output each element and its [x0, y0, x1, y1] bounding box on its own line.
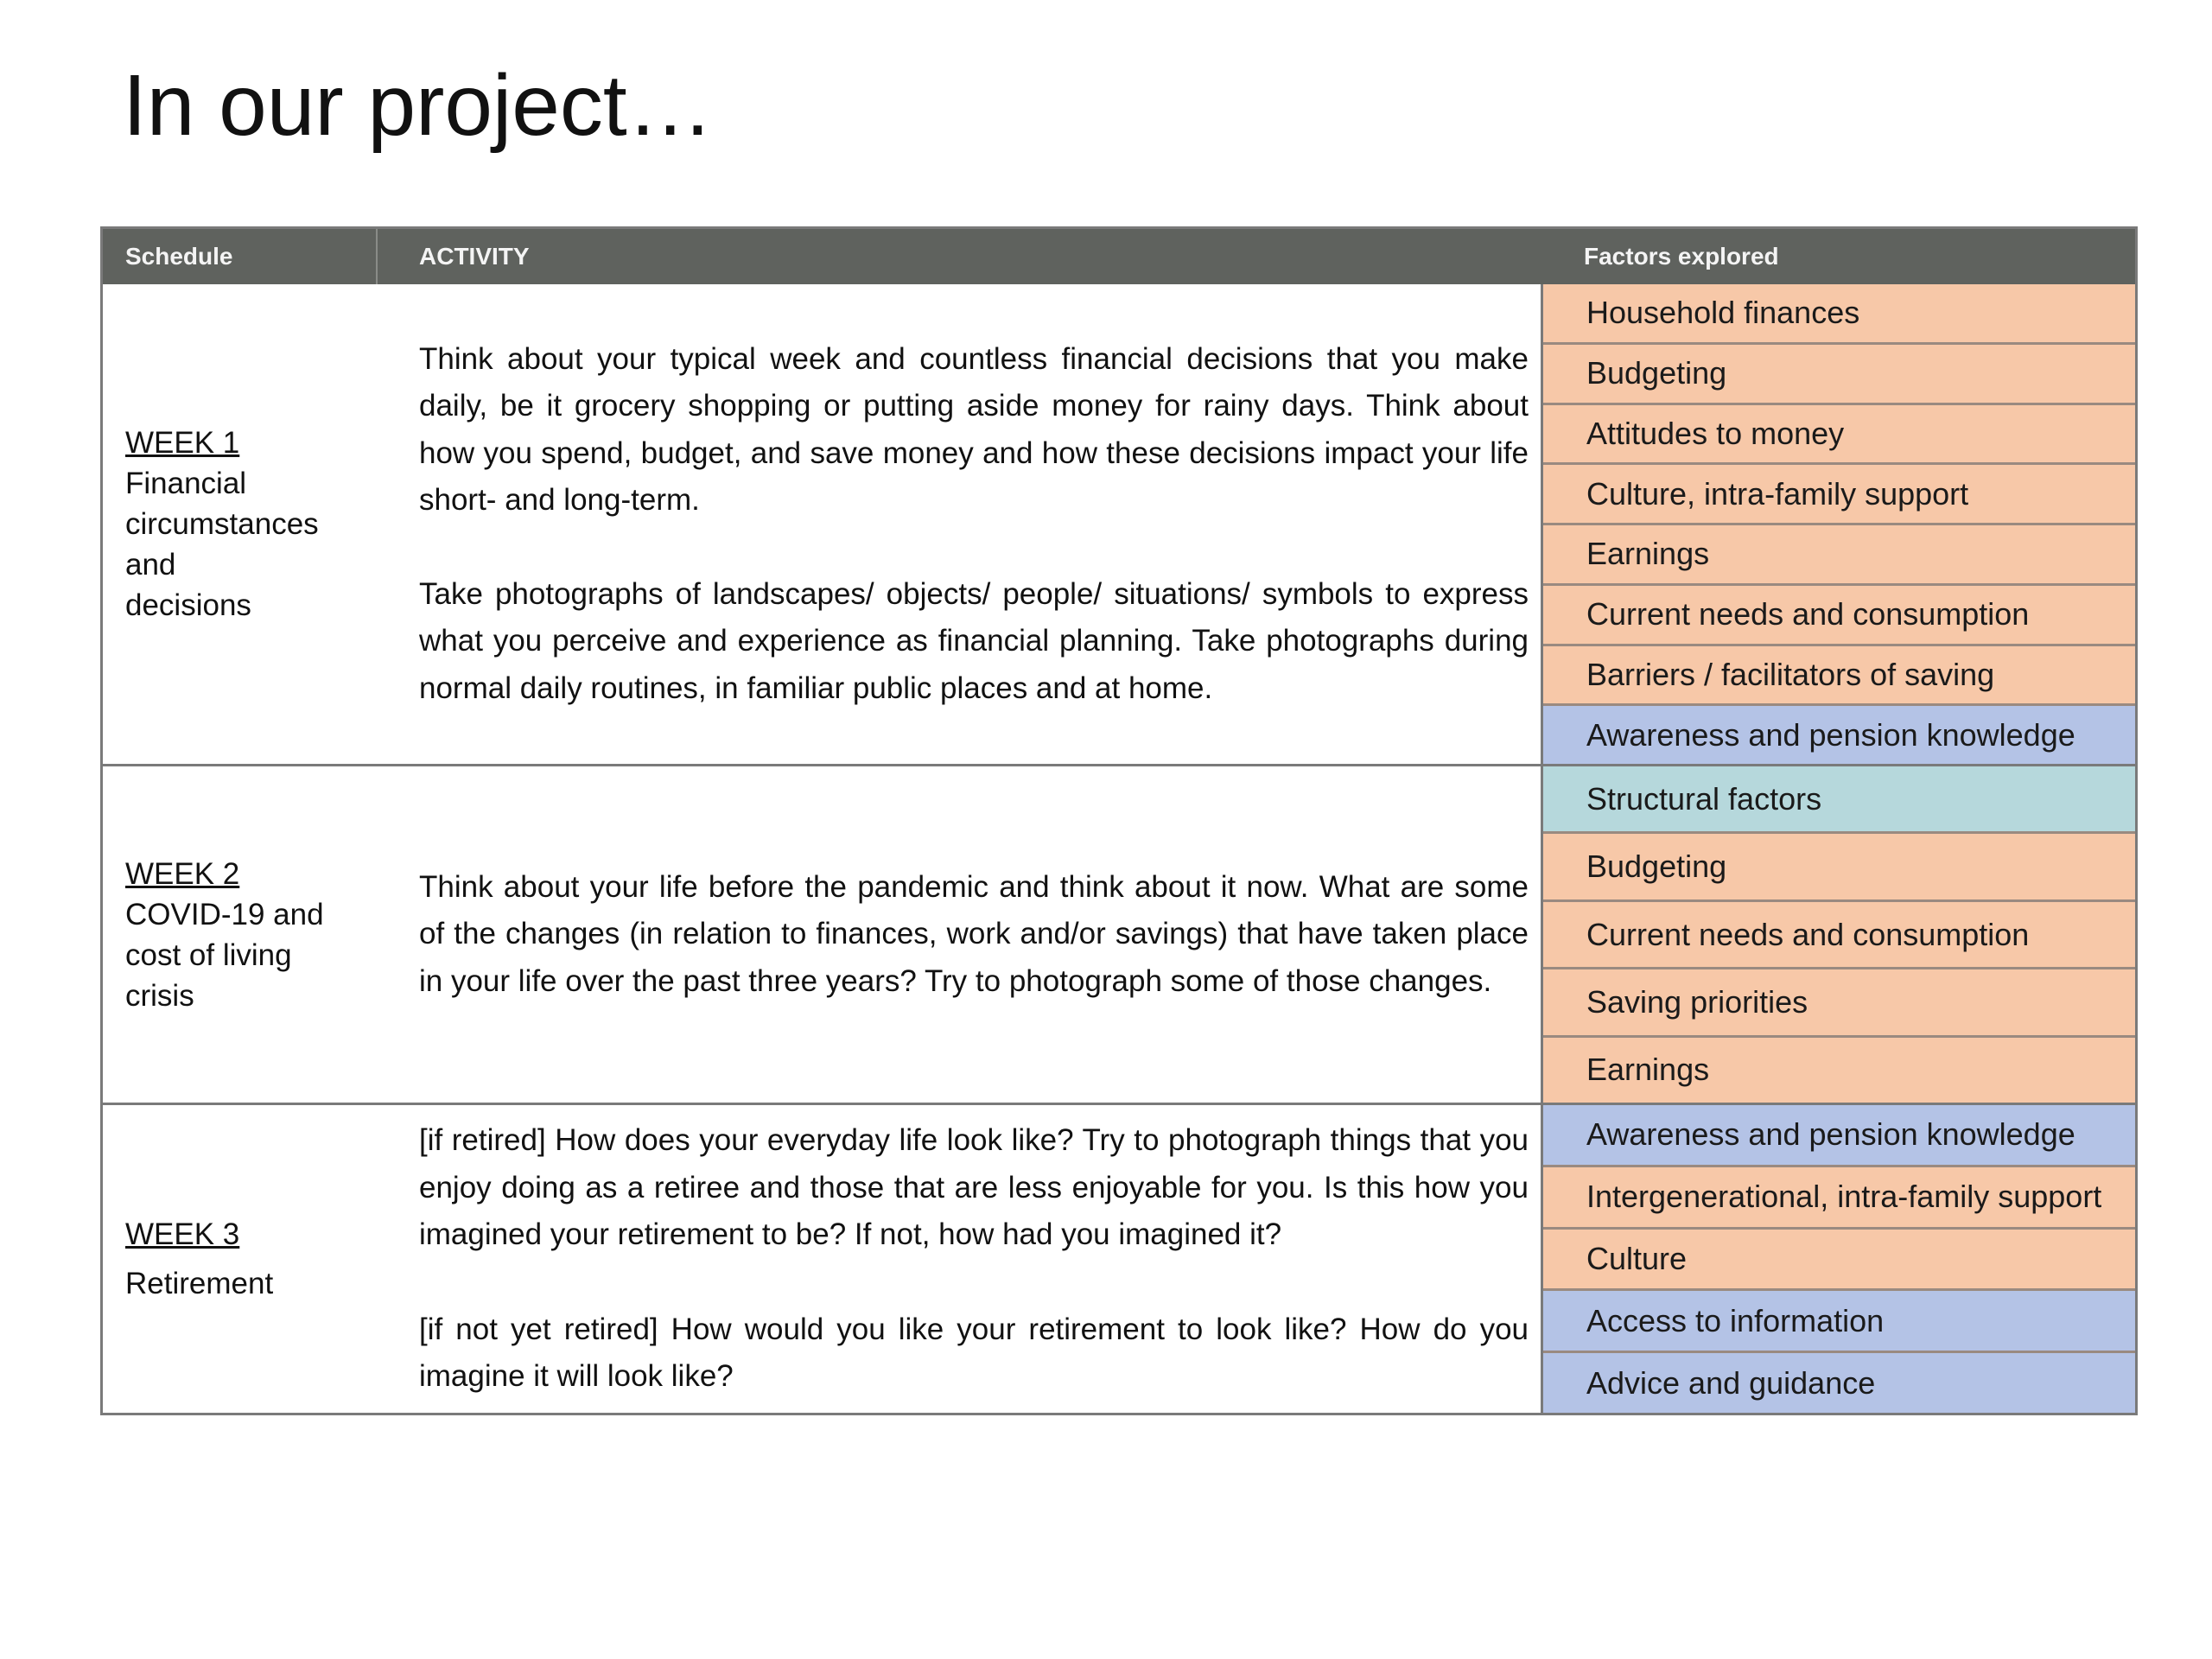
factor-item: Access to information — [1543, 1291, 2135, 1353]
schedule-table — [100, 226, 2138, 1415]
week-label: WEEK 3 — [125, 1217, 240, 1251]
factors-cell-week-2 — [1541, 764, 2135, 1103]
factor-item: Earnings — [1543, 1038, 2135, 1103]
activity-cell-week-3 — [378, 1103, 1541, 1413]
header-schedule: Schedule — [103, 229, 378, 284]
activity-cell-week-2 — [378, 764, 1541, 1103]
activity-paragraph: [if retired] How does your everyday life look like? Try to photograph things that you enjoy doing as a retiree and those that are less enjoyable for you. Is this how you imagined your retirement to be? If not, how had you imagined it? — [419, 1123, 1529, 1252]
activity-paragraph: Think about your life before the pandemic and think about it now. What are some of the changes (in relation to finances, work and/or savings) that have taken place in your life over the past three years? Try to photograph some of those changes. — [419, 869, 1529, 998]
factors-cell-week-1 — [1541, 284, 2135, 764]
factor-item: Structural factors — [1543, 766, 2135, 834]
factor-item: Intergenerational, intra-family support — [1543, 1167, 2135, 1230]
schedule-title: COVID-19 and cost of living crisis — [125, 897, 324, 1013]
factor-item: Awareness and pension knowledge — [1543, 706, 2135, 764]
schedule-cell-week-2 — [103, 764, 378, 1103]
activity-paragraph: Take photographs of landscapes/ objects/ people/ situations/ symbols to express what you perceive and experience as financial planning. Take photographs during normal daily routines, in familiar public places and at home. — [419, 576, 1529, 705]
schedule-cell-week-3 — [103, 1103, 378, 1413]
factor-item: Earnings — [1543, 525, 2135, 586]
factor-item: Barriers / facilitators of saving — [1543, 646, 2135, 707]
factor-item: Culture — [1543, 1230, 2135, 1292]
schedule-cell-week-1 — [103, 284, 378, 764]
factors-cell-week-3 — [1541, 1103, 2135, 1413]
activity-paragraph: [if not yet retired] How would you like your retirement to look like? How do you imagine it will look like? — [419, 1312, 1529, 1394]
factor-item: Awareness and pension knowledge — [1543, 1105, 2135, 1167]
factor-item: Household finances — [1543, 284, 2135, 345]
factor-item: Saving priorities — [1543, 969, 2135, 1037]
factor-item: Current needs and consumption — [1543, 586, 2135, 646]
factor-item: Attitudes to money — [1543, 405, 2135, 466]
header-factors-explored: Factors explored — [1541, 229, 2135, 284]
week-label: WEEK 2 — [125, 856, 240, 891]
activity-cell-week-1 — [378, 284, 1541, 764]
schedule-title: Retirement — [125, 1267, 274, 1300]
schedule-title: Financial circumstances and decisions — [125, 467, 319, 622]
week-label: WEEK 1 — [125, 426, 240, 460]
factor-item: Culture, intra-family support — [1543, 465, 2135, 525]
factor-item: Current needs and consumption — [1543, 902, 2135, 969]
header-activity: ACTIVITY — [378, 229, 1541, 284]
factor-item: Budgeting — [1543, 834, 2135, 901]
page-title: In our project… — [123, 57, 714, 154]
activity-paragraph: Think about your typical week and countless financial decisions that you make daily, be it grocery shopping or putting aside money for rainy days. Think about how you spend, budget, and save money and how these decisions impact your life short- and long-term. — [419, 341, 1529, 518]
factor-item: Advice and guidance — [1543, 1353, 2135, 1413]
factor-item: Budgeting — [1543, 345, 2135, 405]
